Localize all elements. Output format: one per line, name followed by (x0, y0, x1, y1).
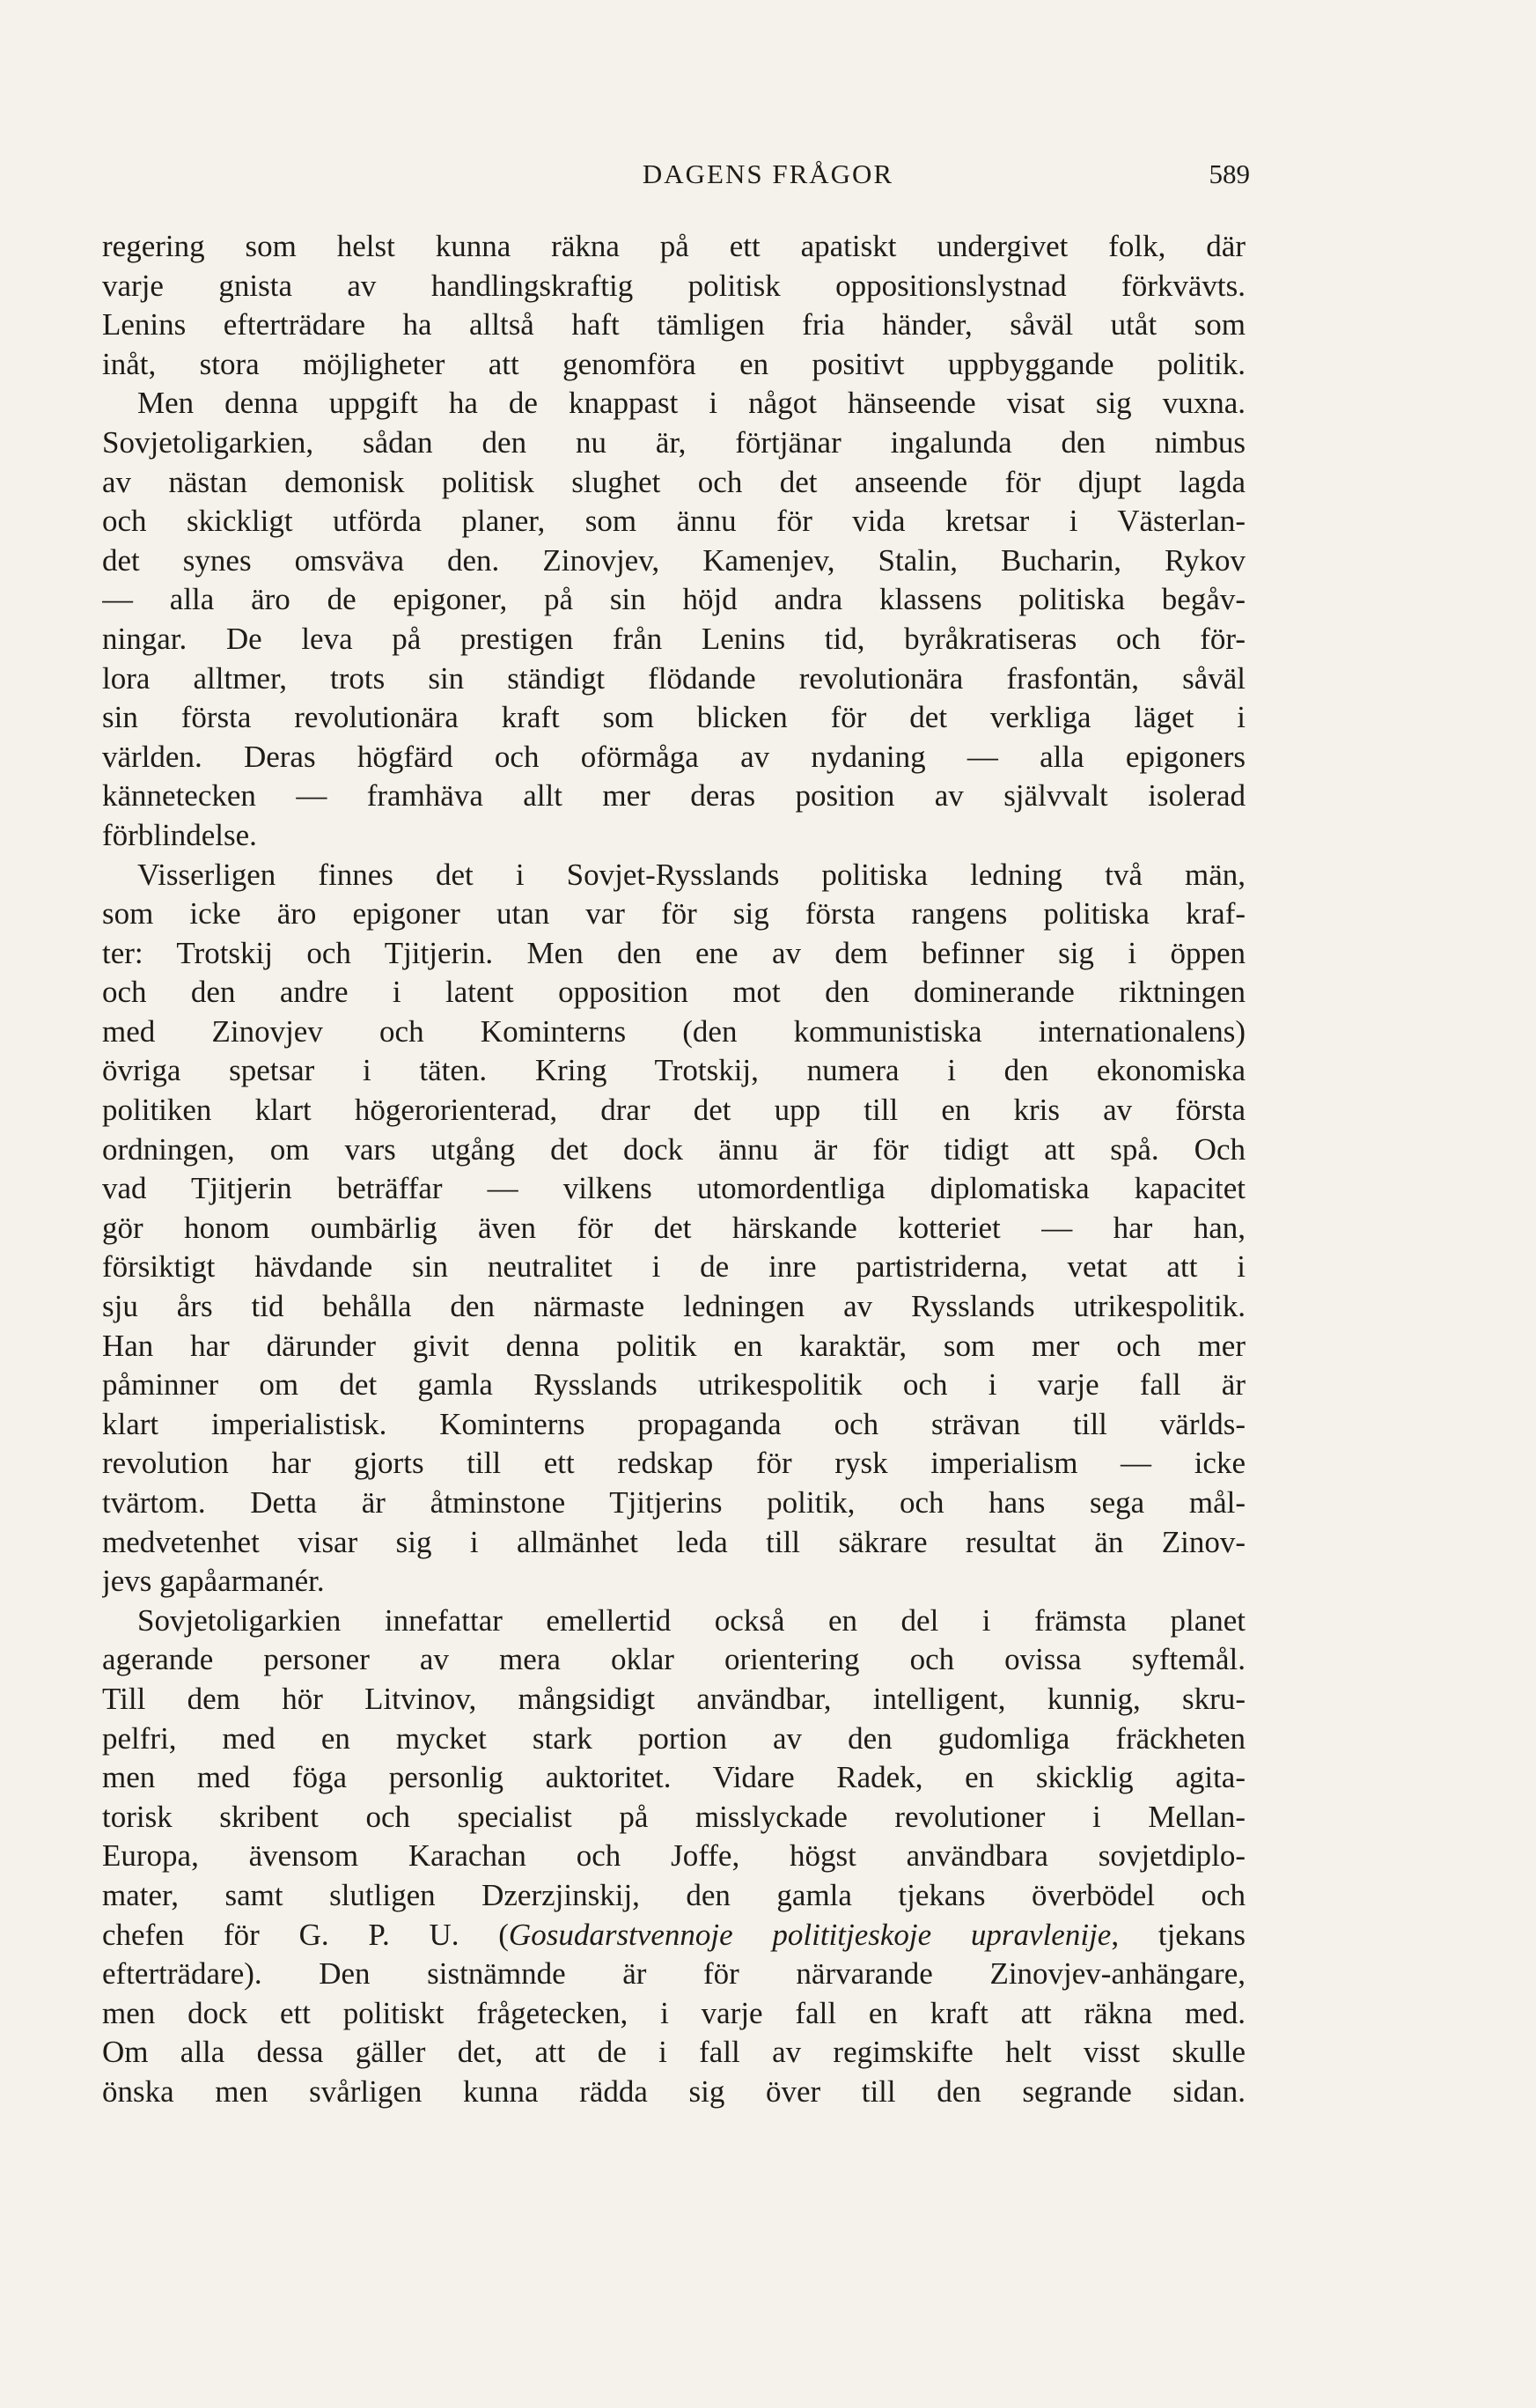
text-line: sin första revolutionära kraft som blicken för det verkliga läget i (102, 700, 1246, 735)
text-line: Visserligen finnes det i Sovjet-Rysslands politiska ledning två män, (137, 857, 1246, 892)
text-line: och skickligt utförda planer, som ännu för vida kretsar i Västerlan- (102, 504, 1246, 539)
text-segment: , tjekans (1111, 1917, 1246, 1952)
italic-term: Gosudarstvennoje polititjeskoje upravlenije (508, 1917, 1112, 1952)
text-line: inåt, stora möjligheter att genomföra en positivt uppbyggande politik. (102, 346, 1246, 381)
text-line: och den andre i latent opposition mot den dominerande riktningen (102, 975, 1246, 1010)
text-line: tvärtom. Detta är åtminstone Tjitjerins politik, och hans sega mål- (102, 1485, 1246, 1520)
text-line: med Zinovjev och Kominterns (den kommunistiska internationalens) (102, 1013, 1246, 1049)
text-line: ningar. De leva på prestigen från Lenins tid, byråkratiseras och för- (102, 621, 1246, 656)
text-line: övriga spetsar i täten. Kring Trotskij, numera i den ekonomiska (102, 1053, 1246, 1088)
text-line: Om alla dessa gäller det, att de i fall av regimskifte helt visst skulle (102, 2035, 1246, 2070)
text-line: kännetecken — framhäva allt mer deras position av självvalt isolerad (102, 778, 1246, 814)
text-line: mater, samt slutligen Dzerzjinskij, den gamla tjekans överbödel och (102, 1877, 1246, 1912)
text-line: påminner om det gamla Rysslands utrikespolitik och i varje fall är (102, 1367, 1246, 1403)
text-line: försiktigt hävdande sin neutralitet i de inre partistriderna, vetat att i (102, 1249, 1246, 1285)
page-number: 589 (1209, 158, 1250, 189)
text-line: Till dem hör Litvinov, mångsidigt användbar, intelligent, kunnig, skru- (102, 1681, 1246, 1716)
text-line: — alla äro de epigoner, på sin höjd andra klassens politiska begåv- (102, 582, 1246, 617)
text-line: det synes omsväva den. Zinovjev, Kamenjev, Stalin, Bucharin, Rykov (102, 542, 1246, 578)
text-line: sju års tid behålla den närmaste ledningen av Rysslands utrikespolitik. (102, 1289, 1246, 1324)
text-line: agerande personer av mera oklar orientering och ovissa syftemål. (102, 1642, 1246, 1677)
text-line (102, 1916, 1246, 1955)
text-line: Sovjetoligarkien, sådan den nu är, förtjänar ingalunda den nimbus (102, 424, 1246, 460)
text-line: förblindelse. (102, 817, 257, 852)
text-line: torisk skribent och specialist på misslyckade revolutioner i Mellan- (102, 1799, 1246, 1834)
text-line: Han har därunder givit denna politik en karaktär, som mer och mer (102, 1328, 1246, 1363)
text-line: ter: Trotskij och Tjitjerin. Men den ene av dem befinner sig i öppen (102, 935, 1246, 970)
text-line: ordningen, om vars utgång det dock ännu är för tidigt att spå. Och (102, 1131, 1246, 1167)
text-line: lora alltmer, trots sin ständigt flödande revolutionära frasfontän, såväl (102, 660, 1246, 696)
text-line: men dock ett politiskt frågetecken, i varje fall en kraft att räkna med. (102, 1995, 1246, 2030)
text-line: jevs gapåarmanér. (102, 1564, 325, 1599)
text-line: Europa, ävensom Karachan och Joffe, högst användbara sovjetdiplo- (102, 1838, 1246, 1874)
text-line: pelfri, med en mycket stark portion av den gudomliga fräckheten (102, 1720, 1246, 1756)
running-title: DAGENS FRÅGOR (642, 158, 894, 189)
text-line: medvetenhet visar sig i allmänhet leda till säkrare resultat än Zinov- (102, 1524, 1246, 1559)
body-text (102, 227, 1246, 2112)
text-line: varje gnista av handlingskraftig politisk oppositionslystnad förkvävts. (102, 268, 1246, 303)
text-line: Sovjetoligarkien innefattar emellertid också en del i främsta planet (137, 1602, 1246, 1638)
text-line: efterträdare). Den sistnämnde är för närvarande Zinovjev-anhängare, (102, 1956, 1246, 1992)
page-header (0, 158, 1536, 203)
text-line: Men denna uppgift ha de knappast i något hänseende visat sig vuxna. (137, 386, 1246, 421)
text-line: revolution har gjorts till ett redskap för rysk imperialism — icke (102, 1446, 1246, 1481)
text-line: världen. Deras högfärd och oförmåga av nydaning — alla epigoners (102, 739, 1246, 774)
text-line: önska men svårligen kunna rädda sig över till den segrande sidan. (102, 2073, 1246, 2109)
text-line: men med föga personlig auktoritet. Vidare Radek, en skicklig agita- (102, 1760, 1246, 1795)
text-line: politiken klart högerorienterad, drar det upp till en kris av första (102, 1093, 1246, 1128)
text-segment: chefen för G. P. U. ( (102, 1917, 509, 1952)
text-line: som icke äro epigoner utan var för sig första rangens politiska kraf- (102, 896, 1246, 932)
text-line: regering som helst kunna räkna på ett apatiskt undergivet folk, där (102, 229, 1246, 263)
text-line: vad Tjitjerin beträffar — vilkens utomordentliga diplomatiska kapacitet (102, 1171, 1246, 1206)
text-line: av nästan demonisk politisk slughet och det anseende för djupt lagda (102, 464, 1246, 499)
text-line: klart imperialistisk. Kominterns propaganda och strävan till världs- (102, 1406, 1246, 1441)
text-line: gör honom oumbärlig även för det härskande kotteriet — har han, (102, 1210, 1246, 1245)
text-line: Lenins efterträdare ha alltså haft tämligen fria händer, såväl utåt som (102, 307, 1246, 342)
